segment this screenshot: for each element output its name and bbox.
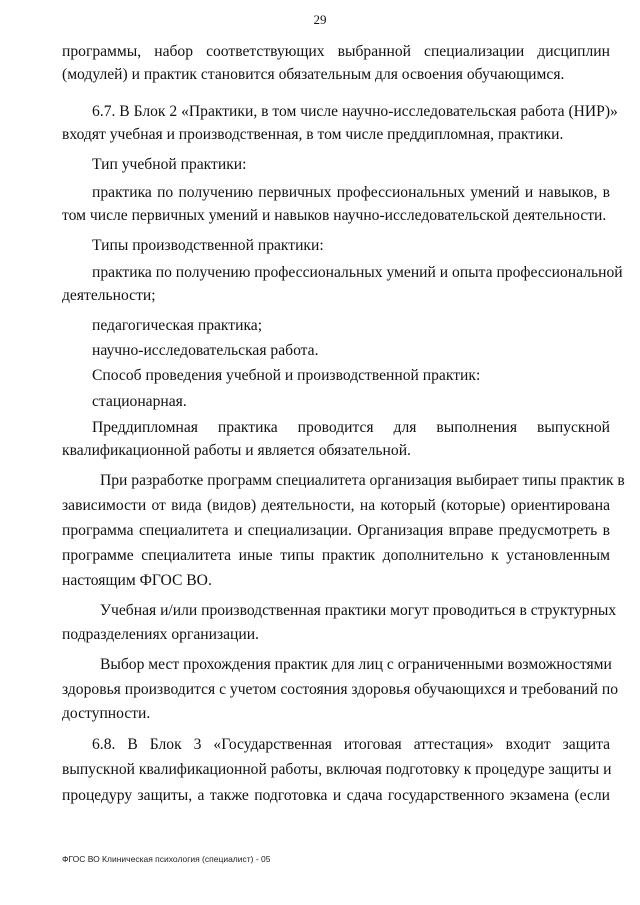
text-line: Учебная и/или производственная практики могут проводиться в структурных (100, 602, 617, 619)
text-line: 6.7. В Блок 2 «Практики, в том числе научно-исследовательская работа (НИР)» (92, 103, 618, 120)
text-line: входят учебная и производственная, в том числе преддипломная, практики. (62, 126, 564, 143)
text-line: квалификационной работы и является обязательной. (62, 442, 411, 459)
text-line: научно-исследовательская работа. (92, 342, 319, 359)
text-line: процедуру защиты, а также подготовка и сдача государственного экзамена (если (62, 787, 610, 804)
text-line: доступности. (62, 705, 151, 722)
text-line: педагогическая практика; (92, 317, 263, 334)
text-line: 6.8. В Блок 3 «Государственная итоговая аттестация» входит защита (92, 736, 610, 753)
text-line: Типы производственной практики: (92, 237, 324, 254)
text-line: зависимости от вида (видов) деятельности, на который (которые) ориентирована (62, 497, 610, 514)
text-line: Выбор мест прохождения практик для лиц с ограниченными возможностями (100, 656, 612, 673)
text-line: здоровья производится с учетом состояния здоровья обучающихся и требований по (62, 681, 619, 698)
text-line: практика по получению профессиональных умений и опыта профессиональной (92, 264, 623, 281)
text-line: настоящим ФГОС ВО. (62, 572, 212, 589)
text-line: Преддипломная практика проводится для выполнения выпускной (92, 419, 610, 436)
text-line: программа специалитета и специализации. Организация вправе предусмотреть в (62, 522, 610, 539)
text-line: программе специалитета иные типы практик дополнительно к установленным (62, 547, 610, 564)
text-line: выпускной квалификационной работы, включая подготовку к процедуре защиты и (62, 761, 612, 778)
text-line: Тип учебной практики: (92, 156, 247, 173)
text-line: (модулей) и практик становится обязательным для освоения обучающимся. (62, 66, 565, 83)
text-line: деятельности; (62, 287, 156, 304)
text-line: программы, набор соответствующих выбранной специализации дисциплин (62, 43, 610, 60)
text-line: Способ проведения учебной и производственной практик: (92, 367, 481, 384)
text-line: подразделениях организации. (62, 626, 259, 643)
text-line: стационарная. (92, 393, 187, 410)
page-number: 29 (313, 12, 327, 27)
text-line: том числе первичных умений и навыков научно-исследовательской деятельности. (62, 207, 607, 224)
page-footer: ФГОС ВО Клиническая психология (специалист) - 05 (62, 854, 271, 864)
text-line: При разработке программ специалитета организация выбирает типы практик в (100, 472, 625, 489)
text-line: практика по получению первичных профессиональных умений и навыков, в (92, 184, 610, 201)
